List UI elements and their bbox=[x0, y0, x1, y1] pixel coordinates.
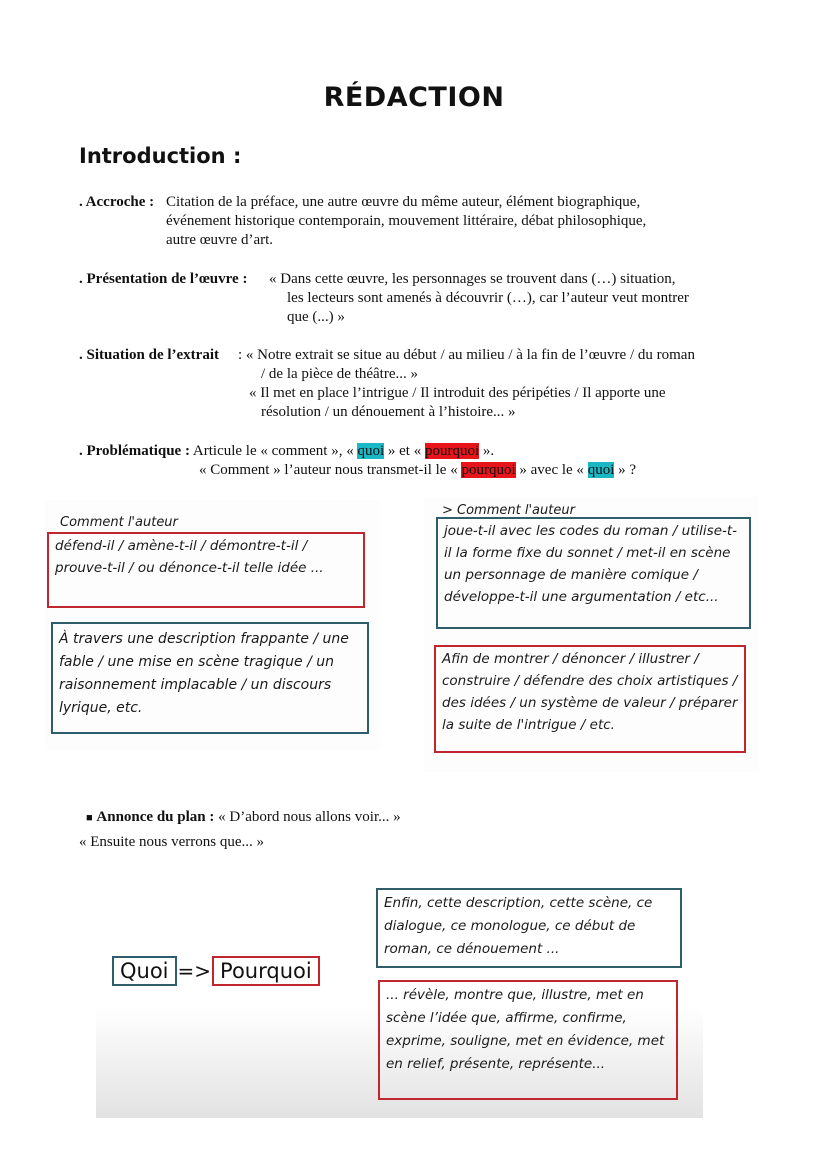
plan-red-box: ... révèle, montre que, illustre, met en scène l’idée que, affirme, confirme, exprime, souligne, met en évidence, met en relief, présente, représente... bbox=[378, 980, 678, 1100]
panel-right-red-box: Afin de montrer / dénoncer / illustrer / construire / défendre des choix artistiques / des idées / un système de valeur / préparer la suite de l'intrigue / etc. bbox=[434, 645, 746, 753]
plan-line-2: « Ensuite nous verrons que... » bbox=[79, 834, 264, 850]
method-panel-left bbox=[45, 500, 380, 750]
problematique-label: . Problématique : bbox=[79, 443, 190, 459]
plan-diagram bbox=[96, 870, 703, 1118]
situation-line-1: : « Notre extrait se situe au début / au milieu / à la fin de l’œuvre / du roman bbox=[238, 347, 695, 363]
problematique-line-2: « Comment » l’auteur nous transmet-il le « pourquoi » avec le « quoi » ? bbox=[199, 462, 637, 478]
situation-label: . Situation de l’extrait bbox=[79, 347, 219, 363]
accroche-line: autre œuvre d’art. bbox=[166, 232, 274, 248]
quoi-pourquoi-row bbox=[112, 956, 320, 986]
pourquoi-highlight: pourquoi bbox=[461, 462, 516, 478]
quoi-highlight: quoi bbox=[587, 462, 615, 478]
panel-right-header: > Comment l'auteur bbox=[442, 503, 575, 518]
accroche-text bbox=[166, 193, 766, 250]
situation-line-3: « Il met en place l’intrigue / Il introduit des péripéties / Il apporte une bbox=[249, 385, 666, 401]
presentation-label: . Présentation de l’œuvre : bbox=[79, 271, 248, 287]
introduction-heading: Introduction : bbox=[79, 144, 242, 168]
plan-line-1: ■ Annonce du plan : « D’abord nous allons voir... » bbox=[86, 809, 401, 825]
pourquoi-box: Pourquoi bbox=[212, 956, 320, 986]
presentation-line: que (...) » bbox=[287, 309, 345, 325]
quoi-box: Quoi bbox=[112, 956, 177, 986]
panel-right-teal-box: joue-t-il avec les codes du roman / utilise-t-il la forme fixe du sonnet / met-il en scène un personnage de manière comique / développe-t-il une argumentation / etc... bbox=[436, 517, 751, 629]
presentation-text bbox=[269, 270, 789, 289]
bullet-icon: ■ bbox=[86, 812, 93, 824]
problematique-line-1: . Problématique : Articule le « comment », « quoi » et « pourquoi ». bbox=[79, 443, 495, 459]
pourquoi-highlight: pourquoi bbox=[424, 443, 480, 459]
method-panel-right bbox=[424, 497, 759, 772]
panel-left-header: Comment l'auteur bbox=[60, 515, 178, 530]
presentation-line: les lecteurs sont amenés à découvrir (…), car l’auteur veut montrer bbox=[287, 290, 689, 306]
presentation-line: « Dans cette œuvre, les personnages se trouvent dans (…) situation, bbox=[269, 271, 676, 287]
situation-line-4: résolution / un dénouement à l’histoire... » bbox=[261, 404, 516, 420]
plan-teal-box: Enfin, cette description, cette scène, ce dialogue, ce monologue, ce début de roman, ce dénouement ... bbox=[376, 888, 682, 968]
page-title: RÉDACTION bbox=[323, 82, 505, 113]
arrow-icon: => bbox=[177, 959, 212, 983]
situation-line-2: / de la pièce de théâtre... » bbox=[261, 366, 419, 382]
presentation-text-cont bbox=[287, 289, 787, 327]
accroche-line: Citation de la préface, une autre œuvre du même auteur, élément biographique, bbox=[166, 194, 641, 210]
plan-label: Annonce du plan : bbox=[96, 809, 215, 825]
panel-left-teal-box: À travers une description frappante / une fable / une mise en scène tragique / un raisonnement implacable / un discours lyrique, etc. bbox=[51, 622, 369, 734]
accroche-label: . Accroche : bbox=[79, 194, 155, 210]
quoi-highlight: quoi bbox=[357, 443, 385, 459]
panel-left-red-box: défend-il / amène-t-il / démontre-t-il / prouve-t-il / ou dénonce-t-il telle idée ... bbox=[47, 532, 365, 608]
accroche-line: événement historique contemporain, mouvement littéraire, débat philosophique, bbox=[166, 213, 647, 229]
